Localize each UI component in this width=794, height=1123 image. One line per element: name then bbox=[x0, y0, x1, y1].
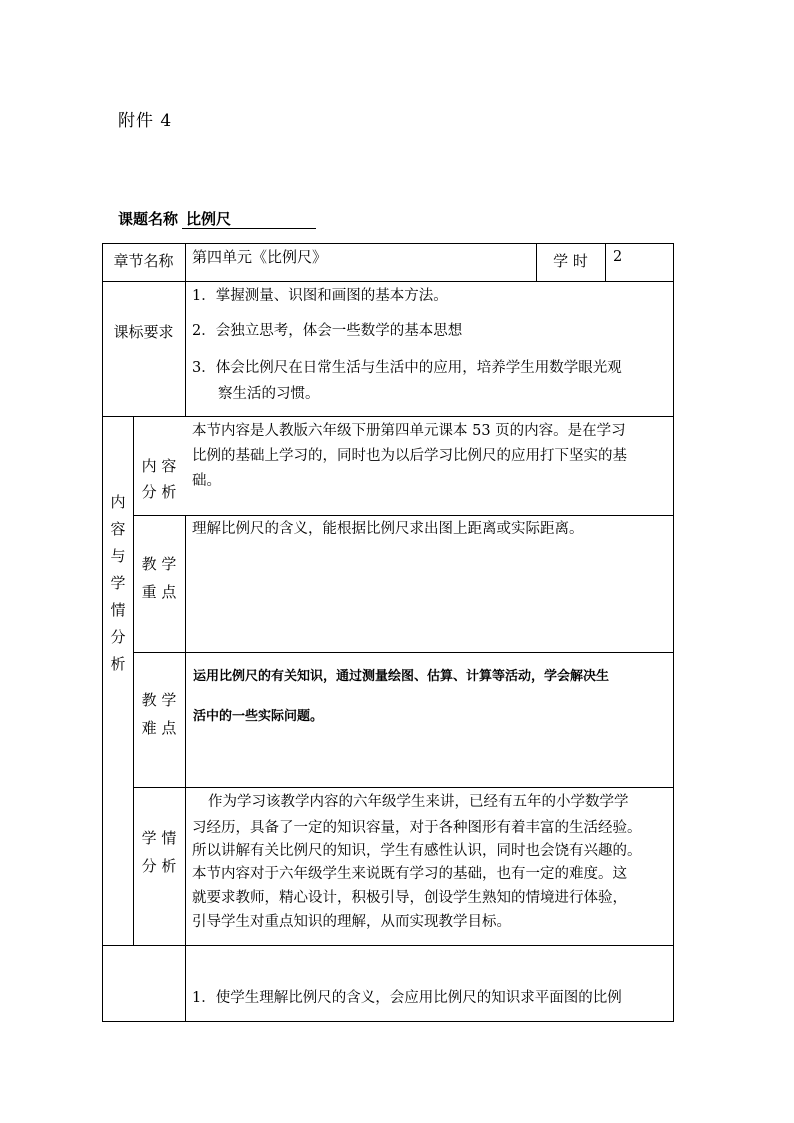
difficulty-line: 运用比例尺的有关知识，通过测量绘图、估算、计算等活动，学会解决生 bbox=[193, 669, 610, 684]
student-line: 作为学习该教学内容的六年级学生来讲，已经有五年的小学数学学 bbox=[208, 794, 629, 810]
student-line: 引导学生对重点知识的理解，从而实现教学目标。 bbox=[192, 914, 511, 930]
content-line: 本节内容是人教版六年级下册第四单元课本 53 页的内容。是在学习 bbox=[192, 423, 626, 439]
chapter-value: 第四单元《比例尺》 bbox=[192, 248, 328, 266]
course-title bbox=[118, 208, 316, 229]
table-border-bottom bbox=[102, 1021, 674, 1022]
hours-label: 学 时 bbox=[553, 252, 588, 270]
col-divider bbox=[185, 515, 186, 1022]
key-points-text: 理解比例尺的含义，能根据比例尺求出图上距离或实际距离。 bbox=[192, 521, 584, 537]
curriculum-item: 3．体会比例尺在日常生活与生活中的应用，培养学生用数学眼光观 bbox=[192, 360, 622, 376]
chapter-label: 章节名称 bbox=[113, 252, 174, 270]
student-line: 习经历，具备了一定的知识容量，对于各种图形有着丰富的生活经验。 bbox=[192, 820, 642, 836]
attachment-label: 附件 4 bbox=[118, 111, 173, 131]
row-divider bbox=[133, 787, 674, 788]
curriculum-item: 2．会独立思考，体会一些数学的基本思想 bbox=[192, 323, 463, 339]
row-divider bbox=[102, 945, 674, 946]
student-line: 就要求教师，精心设计，积极引导，创设学生熟知的情境进行体验， bbox=[192, 890, 627, 906]
content-analysis-label: 内 容 分 析 bbox=[141, 457, 177, 501]
student-analysis-label: 学 情 分 析 bbox=[141, 829, 177, 875]
student-line: 本节内容对于六年级学生来说既有学习的基础，也有一定的难度。这 bbox=[192, 866, 627, 882]
row-divider bbox=[102, 416, 674, 417]
difficulty-label: 教 学 难 点 bbox=[141, 691, 177, 737]
row-divider bbox=[102, 281, 674, 282]
hours-value: 2 bbox=[613, 249, 623, 265]
col-divider bbox=[185, 243, 186, 417]
content-line: 比例的基础上学习的，同时也为以后学习比例尺的应用打下坚实的基 bbox=[192, 448, 627, 464]
curriculum-item: 察生活的习惯。 bbox=[218, 386, 320, 402]
goal-line: 1．使学生理解比例尺的含义，会应用比例尺的知识求平面图的比例 bbox=[192, 990, 622, 1006]
row-divider bbox=[133, 652, 674, 653]
key-points-label: 教 学 重 点 bbox=[141, 555, 177, 601]
course-label: 课题名称 bbox=[118, 210, 179, 228]
course-value: 比例尺 bbox=[182, 210, 316, 229]
table-border-top bbox=[102, 243, 674, 244]
student-line: 所以讲解有关比例尺的知识，学生有感性认识，同时也会饶有兴趣的。 bbox=[192, 843, 642, 859]
table-border-left bbox=[102, 243, 103, 1022]
curriculum-item: 1．掌握测量、识图和画图的基本方法。 bbox=[192, 288, 448, 304]
difficulty-line: 活中的一些实际问题。 bbox=[193, 709, 324, 724]
col-divider bbox=[605, 243, 606, 282]
table-border-right bbox=[673, 243, 674, 1022]
curriculum-label: 课标要求 bbox=[113, 323, 174, 341]
content-line: 础。 bbox=[192, 473, 221, 489]
